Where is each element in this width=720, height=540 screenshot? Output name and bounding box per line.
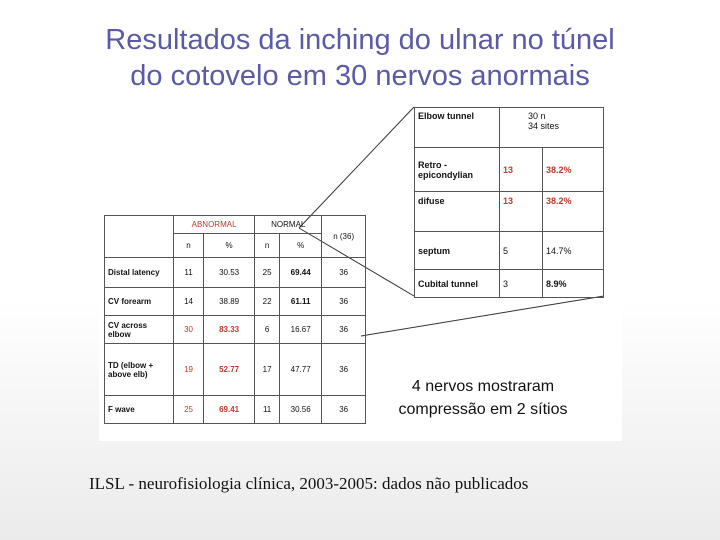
note-line-1: 4 nervos mostraram — [411, 378, 555, 395]
results-figure — [99, 100, 622, 441]
table-row — [105, 288, 366, 316]
site-label: Retro - epicondylian — [415, 148, 500, 192]
nor-pct-cell: 16.67 — [280, 316, 322, 344]
nor-pct-cell: 30.56 — [280, 396, 322, 424]
row-label: F wave — [105, 396, 174, 424]
nor-n-cell: 25 — [255, 258, 280, 288]
table-row — [105, 258, 366, 288]
row-label: CV across elbow — [105, 316, 174, 344]
site-n-cell: 13 — [500, 148, 543, 192]
abnormal-header: ABNORMAL — [174, 216, 255, 234]
table-row — [415, 270, 604, 298]
total-cell: 36 — [322, 344, 366, 396]
site-n-cell: 5 — [500, 232, 543, 270]
site-n-cell: 3 — [500, 270, 543, 298]
connector-line-bottom — [361, 296, 604, 336]
title-line-2: do cotovelo em 30 nervos anormais — [130, 60, 590, 92]
table-row — [105, 396, 366, 424]
sub-header-abn-n: n — [174, 234, 204, 258]
abn-n-cell: 19 — [174, 344, 204, 396]
sub-header-abn-pct: % — [204, 234, 255, 258]
nor-pct-cell: 47.77 — [280, 344, 322, 396]
abn-pct-cell: 52.77 — [204, 344, 255, 396]
connector-line-top — [299, 107, 414, 228]
sub-header-nor-pct: % — [280, 234, 322, 258]
elbow-tunnel-table — [414, 107, 604, 298]
site-label: Cubital tunnel — [415, 270, 500, 298]
compression-note — [348, 375, 618, 421]
table-row — [415, 148, 604, 192]
normal-header: NORMAL — [255, 216, 322, 234]
site-pct-cell: 38.2% — [543, 148, 604, 192]
nor-n-cell: 22 — [255, 288, 280, 316]
nor-n-cell: 17 — [255, 344, 280, 396]
total-cell: 36 — [322, 288, 366, 316]
total-cell: 36 — [322, 258, 366, 288]
nor-n-cell: 11 — [255, 396, 280, 424]
abn-n-cell: 11 — [174, 258, 204, 288]
abn-pct-cell: 30.53 — [204, 258, 255, 288]
table-row — [105, 344, 366, 396]
note-line-2: compressão em 2 sítios — [398, 401, 568, 418]
table-row — [415, 192, 604, 232]
total-header: n (36) — [322, 216, 366, 258]
header-sites: 34 sites — [528, 121, 560, 131]
corner-cell — [105, 216, 174, 258]
table-row — [105, 316, 366, 344]
row-label: TD (elbow + above elb) — [105, 344, 174, 396]
sub-header-nor-n: n — [255, 234, 280, 258]
site-pct-cell: 14.7% — [543, 232, 604, 270]
nor-n-cell: 6 — [255, 316, 280, 344]
total-cell: 36 — [322, 316, 366, 344]
nor-pct-cell: 69.44 — [280, 258, 322, 288]
abn-pct-cell: 38.89 — [204, 288, 255, 316]
site-n-cell: 13 — [500, 192, 543, 232]
site-label: septum — [415, 232, 500, 270]
abnormal-normal-table — [104, 215, 366, 424]
title-line-1: Resultados da inching do ulnar no túnel — [105, 24, 615, 56]
site-pct-cell: 8.9% — [543, 270, 604, 298]
abn-pct-cell: 69.41 — [204, 396, 255, 424]
table-row — [415, 232, 604, 270]
row-label: Distal latency — [105, 258, 174, 288]
abn-pct-cell: 83.33 — [204, 316, 255, 344]
header-n: 30 n — [528, 111, 546, 121]
tunnel-count-header — [500, 108, 604, 148]
site-pct-cell: 38.2% — [543, 192, 604, 232]
site-label: difuse — [415, 192, 500, 232]
abn-n-cell: 30 — [174, 316, 204, 344]
row-label: CV forearm — [105, 288, 174, 316]
nor-pct-cell: 61.11 — [280, 288, 322, 316]
slide-title — [0, 22, 720, 94]
source-citation: ILSL - neurofisiologia clínica, 2003-2005: dados não publicados — [89, 474, 529, 493]
abn-n-cell: 14 — [174, 288, 204, 316]
elbow-tunnel-header: Elbow tunnel — [415, 108, 500, 148]
total-cell: 36 — [322, 396, 366, 424]
abn-n-cell: 25 — [174, 396, 204, 424]
